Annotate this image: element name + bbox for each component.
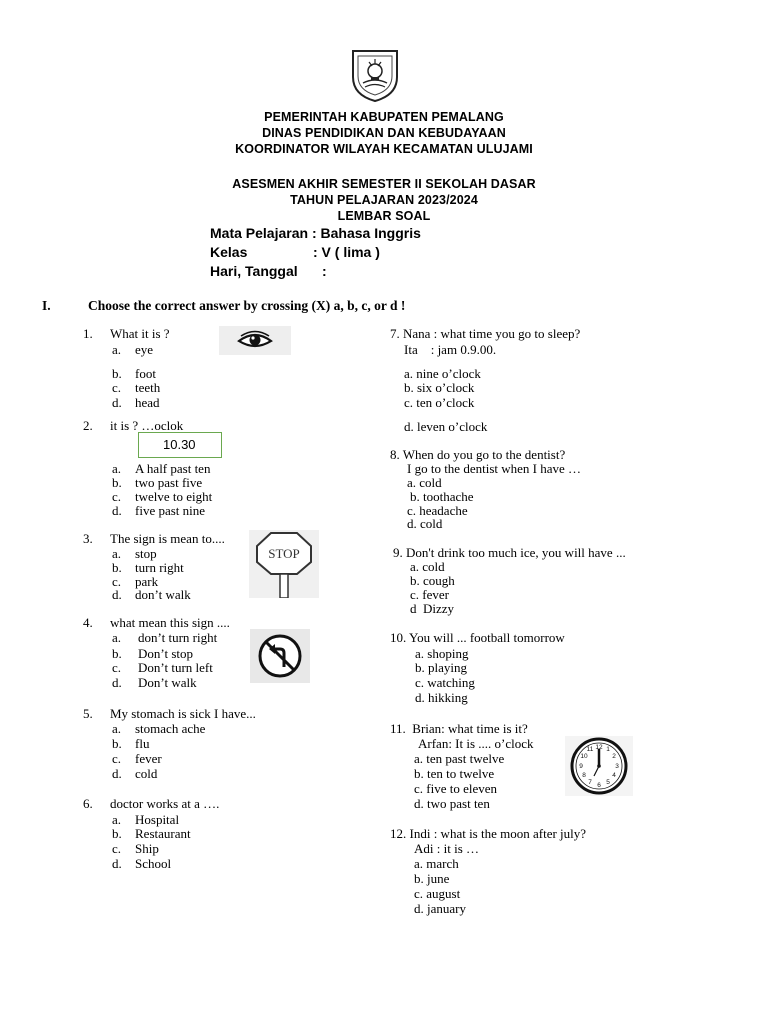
option: b. cough	[410, 573, 455, 588]
option-text: Don’t walk	[138, 675, 197, 690]
option-letter: a.	[112, 721, 122, 736]
option-text: cold	[135, 766, 158, 781]
header-line-4: ASESMEN AKHIR SEMESTER II SEKOLAH DASAR	[232, 177, 536, 191]
svg-text:6: 6	[597, 782, 601, 789]
option: a. march	[414, 856, 459, 871]
option-letter: b.	[112, 560, 122, 575]
date-row	[210, 263, 327, 279]
option-text: Don’t turn left	[138, 660, 213, 675]
option-letter: c.	[112, 489, 122, 504]
svg-text:7: 7	[588, 779, 592, 786]
option: d. two past ten	[414, 796, 490, 811]
stop-sign-text: STOP	[268, 546, 300, 561]
option-letter: d.	[112, 675, 122, 690]
option: c. august	[414, 886, 461, 901]
regency-crest-icon	[349, 47, 401, 103]
option: d Dizzy	[410, 601, 455, 616]
option-text: Restaurant	[135, 826, 191, 841]
question-1-text: What it is ?	[110, 326, 170, 341]
svg-text:12: 12	[595, 744, 603, 751]
question-3-text: The sign is mean to....	[110, 531, 225, 546]
option-letter: d.	[112, 503, 122, 518]
section-instruction: Choose the correct answer by crossing (X) a, b, c, or d !	[88, 298, 406, 313]
question-2-text: it is ? …oclok	[110, 418, 184, 433]
subject-row	[210, 225, 421, 241]
option-letter: b.	[112, 475, 122, 490]
option-text: twelve to eight	[135, 489, 213, 504]
question-10-text: 10. You will ... football tomorrow	[390, 630, 565, 645]
svg-text:4: 4	[612, 772, 616, 779]
option: a. cold	[407, 475, 442, 490]
eye-icon	[219, 326, 291, 355]
class-value: : V ( lima )	[313, 244, 380, 260]
option: c. ten o’clock	[404, 395, 475, 410]
svg-text:5: 5	[606, 779, 610, 786]
option-letter: b.	[112, 736, 122, 751]
option-letter: d.	[112, 766, 122, 781]
option-text: flu	[135, 736, 150, 751]
header-line-2: DINAS PENDIDIKAN DAN KEBUDAYAAN	[262, 126, 506, 140]
option-letter: d.	[112, 587, 122, 602]
option-text: A half past ten	[135, 461, 211, 476]
svg-text:3: 3	[615, 763, 619, 770]
question-2-number: 2.	[83, 418, 93, 433]
question-1-number: 1.	[83, 326, 93, 341]
question-12-text: 12. Indi : what is the moon after july?	[390, 826, 587, 841]
header-line-5: TAHUN PELAJARAN 2023/2024	[290, 193, 478, 207]
option: c. fever	[410, 587, 449, 602]
no-left-turn-sign-icon	[250, 629, 310, 683]
stop-sign-icon	[249, 530, 319, 598]
question-6-number: 6.	[83, 796, 93, 811]
subject-label: Mata Pelajaran	[210, 225, 309, 241]
question-6-text: doctor works at a ….	[110, 796, 220, 811]
option: b. june	[414, 871, 450, 886]
option-text: eye	[135, 342, 154, 357]
option-text: head	[135, 395, 160, 410]
svg-text:8: 8	[582, 772, 586, 779]
option-letter: a.	[112, 461, 122, 476]
option: b. ten to twelve	[414, 766, 495, 781]
svg-text:1: 1	[606, 746, 610, 753]
question-12-answer-line: Adi : it is …	[414, 841, 480, 856]
option: d. january	[414, 901, 466, 916]
header-line-1: PEMERINTAH KABUPATEN PEMALANG	[264, 110, 504, 124]
option-letter: a.	[112, 342, 122, 357]
option-text: teeth	[135, 380, 161, 395]
option: c. headache	[407, 503, 468, 518]
option-text: Hospital	[135, 812, 180, 827]
svg-text:10: 10	[580, 753, 588, 760]
option-letter: c.	[112, 380, 122, 395]
question-5-number: 5.	[83, 706, 93, 721]
option: d. cold	[407, 516, 443, 531]
option: a. ten past twelve	[414, 751, 505, 766]
question-8-text: 8. When do you go to the dentist?	[390, 447, 566, 462]
svg-text:11: 11	[586, 746, 594, 753]
option-letter: a.	[112, 630, 122, 645]
question-7-text: 7. Nana : what time you go to sleep?	[390, 326, 581, 341]
option-letter: a.	[112, 546, 122, 561]
option: b. playing	[415, 660, 467, 675]
option: a. shoping	[415, 646, 469, 661]
question-4-number: 4.	[83, 615, 93, 630]
option-text: School	[135, 856, 172, 871]
option-letter: d.	[112, 856, 122, 871]
question-11-answer-line: Arfan: It is .... o’clock	[418, 736, 534, 751]
subject-value: : Bahasa Inggris	[311, 225, 421, 241]
option-letter: c.	[112, 841, 122, 856]
option: d. hikking	[415, 690, 468, 705]
option-text: fever	[135, 751, 162, 766]
option-letter: c.	[112, 751, 122, 766]
wall-clock-icon	[565, 736, 633, 796]
date-label: Hari, Tanggal	[210, 263, 298, 279]
option-letter: b.	[112, 826, 122, 841]
header-line-3: KOORDINATOR WILAYAH KECAMATAN ULUJAMI	[235, 142, 533, 156]
option-text: two past five	[135, 475, 203, 490]
class-label: Kelas	[210, 244, 248, 260]
option: c. five to eleven	[414, 781, 498, 796]
option-letter: d.	[112, 395, 122, 410]
option-text: stomach ache	[135, 721, 206, 736]
option-text: stop	[135, 546, 157, 561]
option-letter: c.	[112, 574, 122, 589]
option: b. toothache	[410, 489, 474, 504]
option: b. six o’clock	[404, 380, 475, 395]
svg-text:9: 9	[579, 763, 583, 770]
class-row	[210, 244, 380, 260]
option-letter: a.	[112, 812, 122, 827]
option-text: five past nine	[135, 503, 206, 518]
option-text: foot	[135, 366, 156, 381]
date-value: :	[322, 263, 327, 279]
option-text: Don’t stop	[138, 646, 194, 661]
header-line-6: LEMBAR SOAL	[337, 209, 431, 223]
question-5-text: My stomach is sick I have...	[110, 706, 256, 721]
question-8-answer-line: I go to the dentist when I have …	[407, 461, 582, 476]
option-text: Ship	[135, 841, 159, 856]
section-number: I.	[42, 298, 51, 313]
option-text: park	[135, 574, 159, 589]
option: d. leven o’clock	[404, 419, 488, 434]
question-4-text: what mean this sign ....	[110, 615, 230, 630]
time-display-box: 10.30	[138, 432, 222, 458]
svg-text:2: 2	[612, 753, 616, 760]
question-3-number: 3.	[83, 531, 93, 546]
option-letter: b.	[112, 646, 122, 661]
option-letter: b.	[112, 366, 122, 381]
question-9-text: 9. Don't drink too much ice, you will have ...	[393, 545, 626, 560]
question-7-answer-line: Ita : jam 0.9.00.	[404, 342, 497, 357]
option-text: don’t walk	[135, 587, 191, 602]
option: a. nine o’clock	[404, 366, 481, 381]
question-11-text: 11. Brian: what time is it?	[390, 721, 528, 736]
option-text: don’t turn right	[138, 630, 218, 645]
option: c. watching	[415, 675, 475, 690]
option-letter: c.	[112, 660, 122, 675]
option: a. cold	[410, 559, 445, 574]
option-text: turn right	[135, 560, 184, 575]
